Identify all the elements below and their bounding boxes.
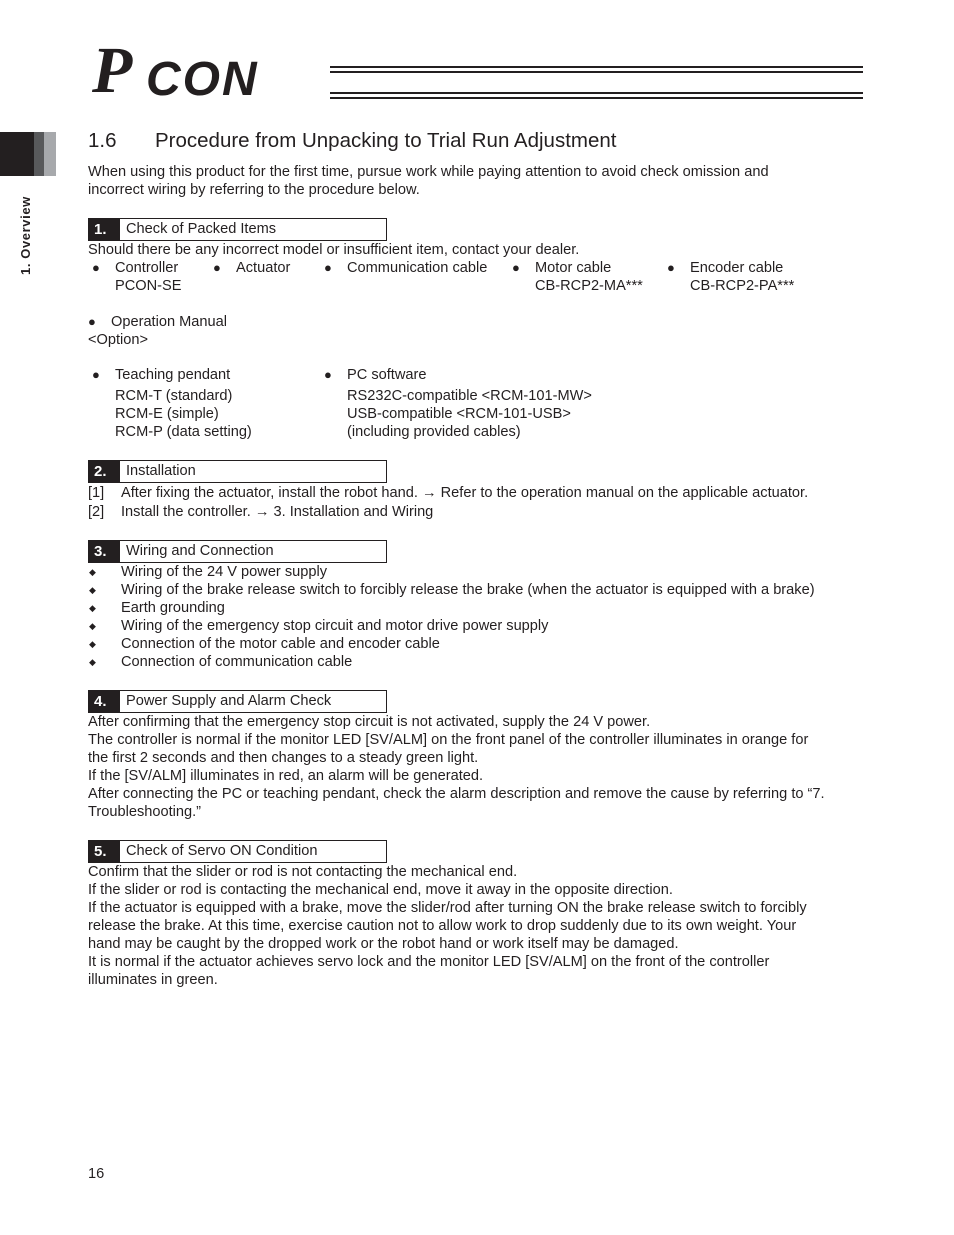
chapter-tab-light [44,132,56,176]
step-2-index-2: [2] [88,504,105,520]
step-4-line: Troubleshooting.” [88,804,202,820]
header-rule-2 [330,71,863,73]
item-actuator: Actuator [236,260,291,276]
item-operation-manual: Operation Manual [111,314,228,330]
bullet-icon: ● [324,367,332,382]
wiring-item: Earth grounding [121,600,225,616]
step-5-line: illuminates in green. [88,972,218,988]
header-rule-4 [330,97,863,99]
bullet-icon: ● [324,260,332,275]
section-title: Procedure from Unpacking to Trial Run Adjustment [155,129,617,152]
intro-line-1: When using this product for the first time, pursue work while paying attention to avoid check omission and [88,164,769,180]
wiring-item: Connection of communication cable [121,654,353,670]
intro-line-2: incorrect wiring by referring to the procedure below. [88,182,420,198]
logo-con: CON [146,53,259,106]
item-controller: Controller [115,260,179,276]
step-2-text-1: After fixing the actuator, install the robot hand. → Refer to the operation manual on the applicable actuator. [121,485,809,501]
bullet-icon: ● [88,314,96,329]
header-rule-1 [330,66,863,68]
item-controller-model: PCON-SE [115,278,182,294]
diamond-bullet-icon: ◆ [89,567,96,577]
step-4-line: The controller is normal if the monitor LED [SV/ALM] on the front panel of the controller illuminates in orange for [88,732,809,748]
step-3-header [88,540,387,563]
step-5-title: Check of Servo ON Condition [126,843,318,859]
step-4-number: 4. [89,691,120,712]
diamond-bullet-icon: ◆ [89,603,96,613]
item-encoder-cable-model: CB-RCP2-PA*** [690,278,795,294]
option-label: <Option> [88,332,149,348]
pendant-line-1: RCM-T (standard) [115,388,233,404]
item-motor-cable-model: CB-RCP2-MA*** [535,278,643,294]
step-1-number: 1. [89,219,120,240]
step-5-header [88,840,387,863]
section-number: 1.6 [88,129,117,152]
step-4-line: After connecting the PC or teaching pendant, check the alarm description and remove the cause by referring to “7. [88,786,825,802]
bullet-icon: ● [213,260,221,275]
diamond-bullet-icon: ◆ [89,585,96,595]
step-4-title: Power Supply and Alarm Check [126,693,332,709]
step-5-line: If the slider or rod is contacting the mechanical end, move it away in the opposite direction. [88,882,673,898]
step-1-desc: Should there be any incorrect model or insufficient item, contact your dealer. [88,242,580,258]
step-4-header [88,690,387,713]
item-communication-cable: Communication cable [347,260,488,276]
bullet-icon: ● [92,260,100,275]
wiring-item: Wiring of the brake release switch to forcibly release the brake (when the actuator is equipped with a brake) [121,582,815,598]
step-2-index-1: [1] [88,485,105,501]
step-1-title: Check of Packed Items [126,221,277,237]
step-3-number: 3. [89,541,120,562]
logo-p: P [92,34,131,107]
step-4-line: If the [SV/ALM] illuminates in red, an alarm will be generated. [88,768,484,784]
step-5-line: If the actuator is equipped with a brake, move the slider/rod after turning ON the brake release switch to forcibly [88,900,807,916]
diamond-bullet-icon: ◆ [89,621,96,631]
pendant-line-2: RCM-E (simple) [115,406,219,422]
software-line-3: (including provided cables) [347,424,521,440]
wiring-item: Wiring of the emergency stop circuit and motor drive power supply [121,618,549,634]
software-line-2: USB-compatible <RCM-101-USB> [347,406,571,422]
item-encoder-cable: Encoder cable [690,260,784,276]
step-2-number: 2. [89,461,120,482]
page-number: 16 [88,1166,105,1182]
header-rule-3 [330,92,863,94]
step-4-line: After confirming that the emergency stop circuit is not activated, supply the 24 V power. [88,714,651,730]
bullet-icon: ● [512,260,520,275]
step-5-line: release the brake. At this time, exercise caution not to allow work to drop suddenly due to its own weight. Your [88,918,797,934]
step-3-title: Wiring and Connection [126,543,274,559]
software-line-1: RS232C-compatible <RCM-101-MW> [347,388,592,404]
step-2-title: Installation [126,463,196,479]
step-1-header [88,218,387,241]
chapter-tab [0,132,34,176]
diamond-bullet-icon: ◆ [89,657,96,667]
pendant-line-3: RCM-P (data setting) [115,424,252,440]
diamond-bullet-icon: ◆ [89,639,96,649]
option-pc-software: PC software [347,367,427,383]
chapter-tab-shade [34,132,44,176]
wiring-item: Connection of the motor cable and encoder cable [121,636,440,652]
option-teaching-pendant: Teaching pendant [115,367,231,383]
step-2-header [88,460,387,483]
step-5-line: hand may be caught by the dropped work or the robot hand or work itself may be damaged. [88,936,679,952]
wiring-item: Wiring of the 24 V power supply [121,564,328,580]
bullet-icon: ● [92,367,100,382]
step-5-line: Confirm that the slider or rod is not contacting the mechanical end. [88,864,518,880]
chapter-label: 1. Overview [18,196,33,275]
bullet-icon: ● [667,260,675,275]
step-4-line: the first 2 seconds and then changes to a steady green light. [88,750,479,766]
item-motor-cable: Motor cable [535,260,612,276]
step-5-line: It is normal if the actuator achieves servo lock and the monitor LED [SV/ALM] on the front of the controller [88,954,770,970]
step-5-number: 5. [89,841,120,862]
step-2-text-2: Install the controller. → 3. Installation and Wiring [121,504,434,520]
